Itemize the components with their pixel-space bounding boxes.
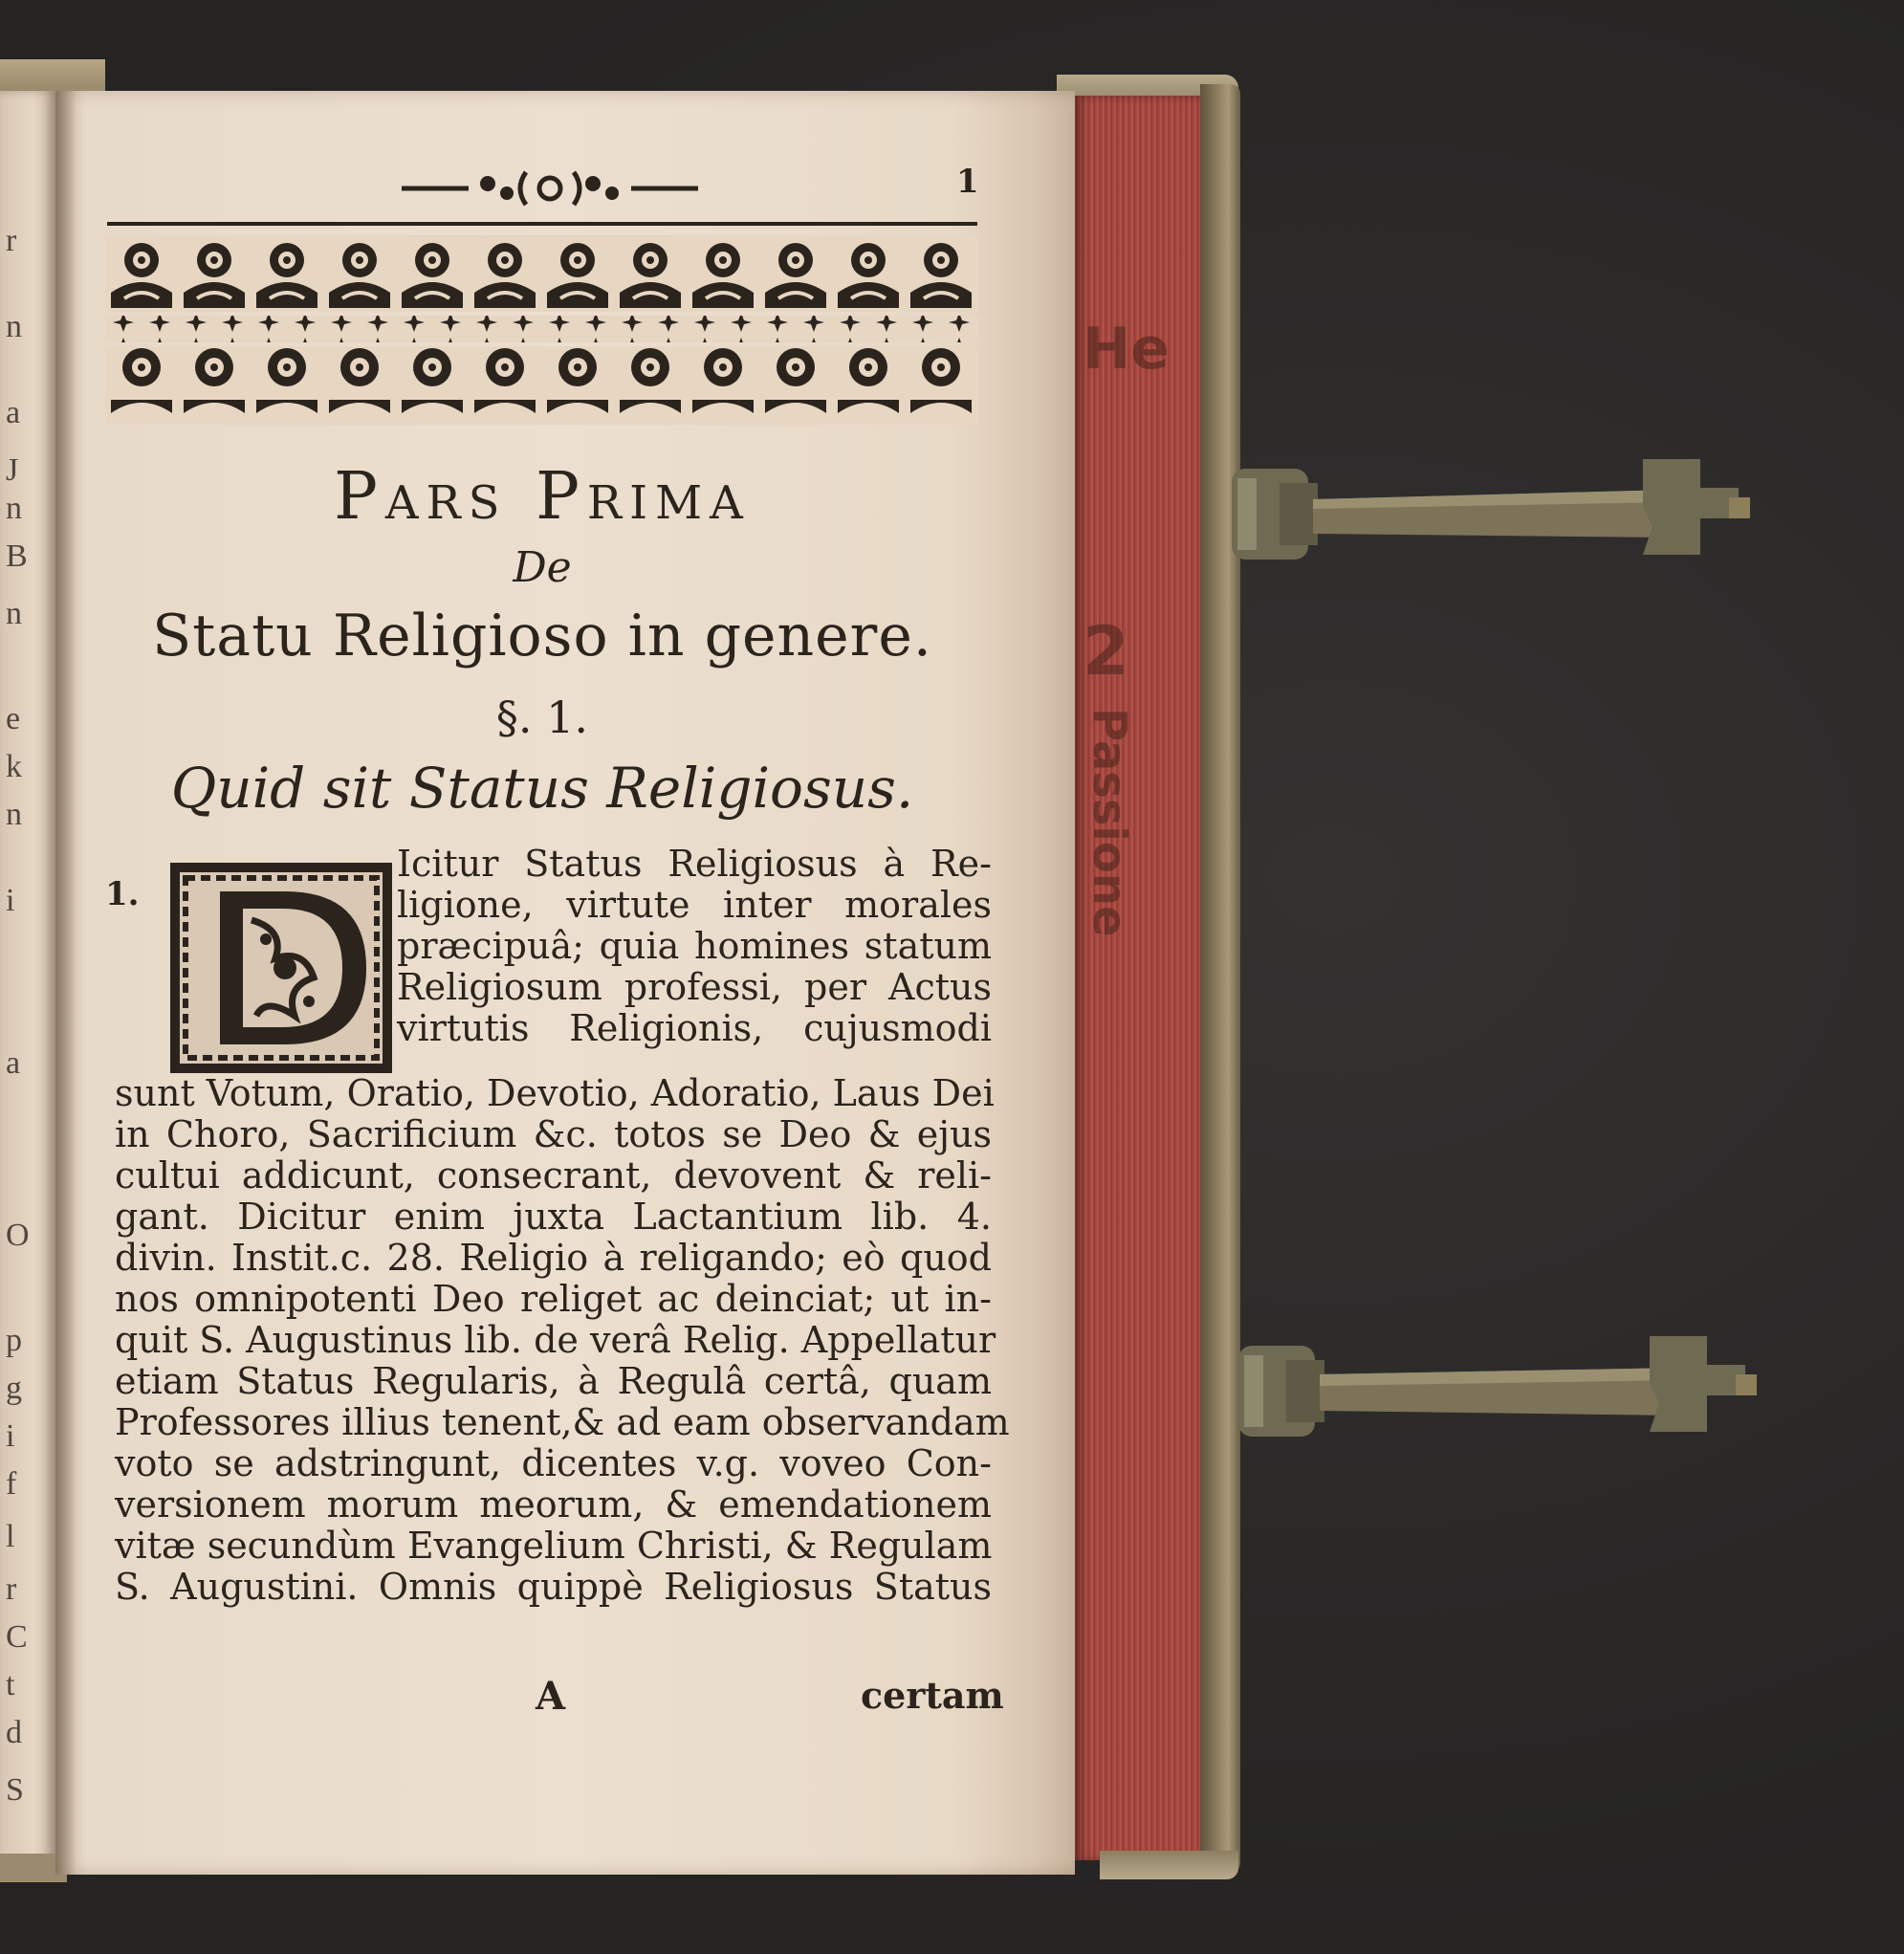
- text-line: gant. Dicitur enim juxta Lactantium lib. 4.: [115, 1196, 992, 1238]
- headpiece-border-icon: [105, 235, 979, 427]
- text-line: ligione, virtute inter morales: [397, 884, 992, 926]
- spine-lettering-3: Passione: [1083, 708, 1136, 937]
- text-line: præcipuâ; quia homines statum: [397, 925, 992, 967]
- page-number: 1: [956, 163, 979, 201]
- signature-mark: A: [536, 1674, 566, 1719]
- text-line: etiam Status Regularis, à Regulâ certâ, quam: [115, 1360, 992, 1402]
- cover-fore-edge: [1200, 84, 1240, 1873]
- subtitle-de: De: [513, 543, 572, 592]
- text-line: S. Augustini. Omnis quippè Religiosus Status: [115, 1566, 992, 1608]
- header-rule: [107, 222, 977, 226]
- text-line: virtutis Religionis, cujusmodi: [397, 1007, 992, 1049]
- paragraph-number: 1.: [105, 875, 140, 913]
- subtitle-topic: Statu Religioso in genere.: [152, 603, 932, 670]
- lower-clasp: [1229, 1325, 1764, 1459]
- text-line: Religiosum professi, per Actus: [397, 966, 992, 1008]
- dropcap-d-icon: [170, 863, 392, 1073]
- text-line: divin. Instit.c. 28. Religio à religando; eò quod: [115, 1237, 992, 1279]
- section-title: Quid sit Status Religiosus.: [170, 756, 914, 821]
- catchword: certam: [861, 1674, 1004, 1717]
- spine-lettering-1: He: [1083, 316, 1170, 383]
- previous-page-fragment: r n a J n B n e k n i a O p g i f l r C t d S: [0, 91, 55, 1865]
- text-line: quit S. Augustinus lib. de verâ Relig. Appellatur: [115, 1319, 996, 1361]
- cover-bottom-edge: [1100, 1851, 1238, 1879]
- head-ornament-icon: [402, 165, 698, 212]
- section-mark: §. 1.: [495, 692, 589, 743]
- text-line: Professores illius tenent,& ad eam observandam: [115, 1401, 1010, 1443]
- text-line: cultui addicunt, consecrant, devovent & reli-: [115, 1154, 992, 1197]
- text-line: Icitur Status Religiosus à Re-: [397, 843, 992, 885]
- page-gutter-shadow: [55, 91, 77, 1875]
- upper-clasp: [1222, 450, 1758, 583]
- text-line: nos omnipotenti Deo religet ac deinciat; ut in-: [115, 1278, 992, 1320]
- text-line: in Choro, Sacrificium &c. totos se Deo & ejus: [115, 1113, 992, 1155]
- text-line: voto se adstringunt, dicentes v.g. voveo Con-: [115, 1442, 992, 1484]
- text-line: versionem morum meorum, & emendationem: [115, 1483, 992, 1526]
- spine-lettering-2: 2: [1083, 612, 1129, 691]
- part-title: Pars Prima: [334, 459, 751, 535]
- text-line: vitæ secundùm Evangelium Christi, & Regulam: [115, 1525, 993, 1567]
- text-line: sunt Votum, Oratio, Devotio, Adoratio, Laus Dei: [115, 1072, 995, 1114]
